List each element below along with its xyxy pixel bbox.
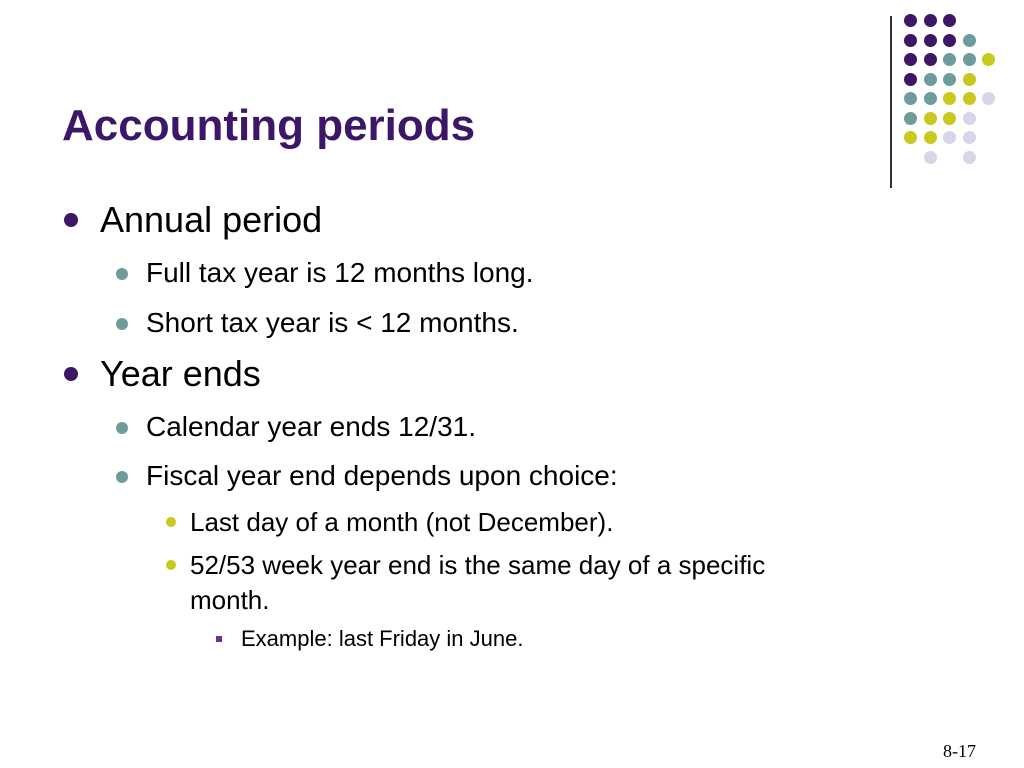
bullet-text: Calendar year ends 12/31. (146, 411, 476, 442)
decorative-dot (943, 53, 956, 66)
bullet-icon (116, 471, 128, 483)
bullet-icon (116, 318, 128, 330)
bullet-text: Example: last Friday in June. (241, 626, 524, 651)
bullet-icon (116, 268, 128, 280)
decorative-dot (924, 73, 937, 86)
bullet-icon (64, 367, 78, 381)
decorative-dot (982, 53, 995, 66)
decorative-dot (963, 73, 976, 86)
bullet-text: month. (190, 585, 270, 615)
decorative-dot (924, 151, 937, 164)
decorative-dot (904, 92, 917, 105)
decorative-dot (943, 34, 956, 47)
page-number: 8-17 (943, 741, 976, 761)
decorative-dot (904, 112, 917, 125)
decorative-dot (963, 131, 976, 144)
bullet-icon (166, 517, 176, 527)
decorative-dot (904, 53, 917, 66)
decorative-dot-grid (904, 14, 1014, 169)
vertical-divider (890, 16, 892, 188)
bullet-text: Last day of a month (not December). (190, 507, 614, 537)
decorative-dot (924, 34, 937, 47)
decorative-dot (963, 92, 976, 105)
bullet-icon (116, 422, 128, 434)
decorative-dot (943, 92, 956, 105)
bullet-text: Fiscal year end depends upon choice: (146, 460, 618, 491)
decorative-dot (943, 14, 956, 27)
bullet-text: Annual period (100, 199, 323, 240)
decorative-dot (982, 92, 995, 105)
decorative-dot (963, 53, 976, 66)
decorative-dot (924, 14, 937, 27)
decorative-dot (904, 73, 917, 86)
decorative-dot (943, 112, 956, 125)
decorative-dot (904, 34, 917, 47)
square-bullet-icon (216, 636, 222, 642)
bullet-text: 52/53 week year end is the same day of a specific (190, 550, 766, 580)
bullet-icon (166, 560, 176, 570)
bullet-icon (64, 213, 78, 227)
decorative-dot (924, 53, 937, 66)
decorative-dot (963, 112, 976, 125)
decorative-dot (904, 14, 917, 27)
decorative-dot (924, 92, 937, 105)
decorative-dot (963, 34, 976, 47)
decorative-dot (904, 131, 917, 144)
decorative-dot (963, 151, 976, 164)
decorative-dot (943, 73, 956, 86)
decorative-dot (943, 131, 956, 144)
bullet-text: Year ends (100, 353, 261, 394)
decorative-dot (924, 131, 937, 144)
bullet-text: Full tax year is 12 months long. (146, 257, 534, 288)
bullet-text: Short tax year is < 12 months. (146, 307, 519, 338)
slide-title: Accounting periods (62, 101, 476, 150)
decorative-dot (924, 112, 937, 125)
